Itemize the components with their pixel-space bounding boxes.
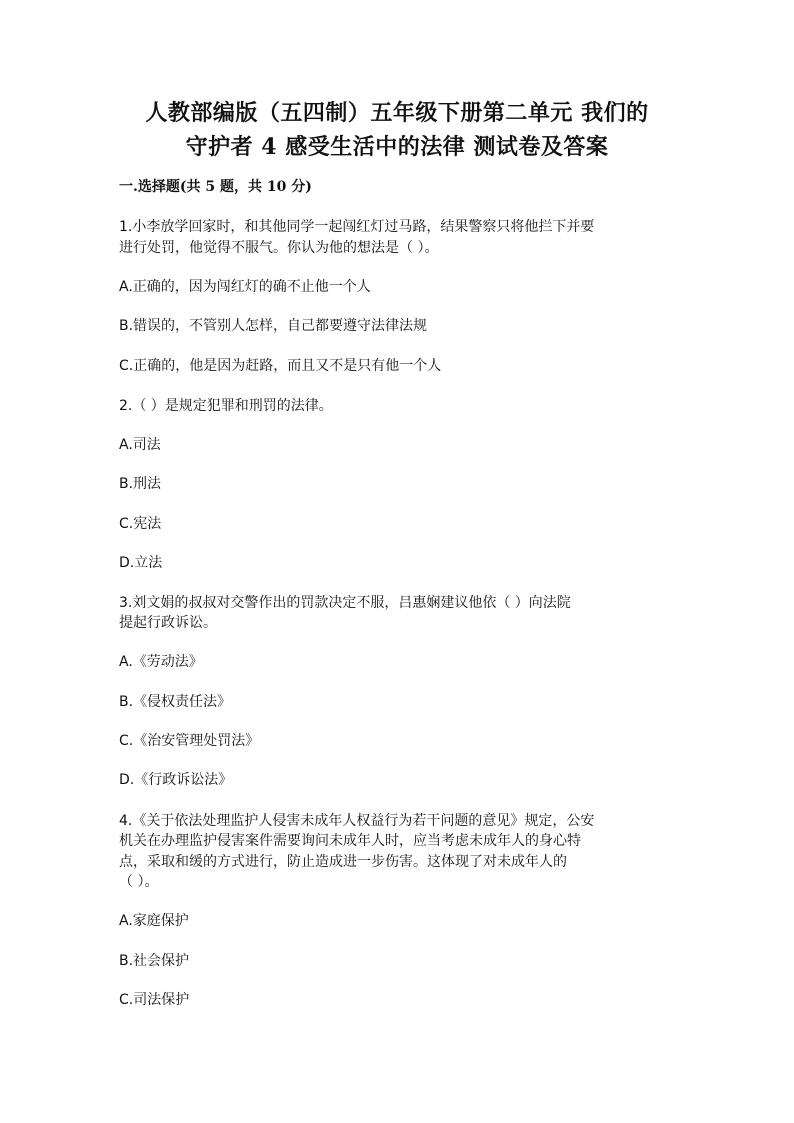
question-3-stem-line-1: 3.刘文娟的叔叔对交警作出的罚款决定不服，吕惠娴建议他依（ ）向法院: [119, 595, 571, 611]
question-1-stem-line-2: 进行处罚，他觉得不服气。你认为他的想法是（ ）。: [119, 240, 439, 256]
question-2-option-a: A.司法: [119, 437, 161, 453]
question-2-option-c: C.宪法: [119, 516, 162, 532]
question-4-stem-line-2: 机关在办理监护侵害案件需要询问未成年人时，应当考虑未成年人的身心特: [119, 833, 581, 849]
question-3-option-b: B.《侵权责任法》: [119, 694, 232, 710]
question-4-stem-line-3: 点，采取和缓的方式进行，防止造成进一步伤害。这体现了对未成年人的: [119, 854, 567, 870]
question-3-option-d: D.《行政诉讼法》: [119, 772, 233, 788]
question-4-stem-line-4: （ ）。: [119, 874, 159, 890]
question-4-option-b: B.社会保护: [119, 953, 190, 969]
question-3-stem-line-2: 提起行政诉讼。: [119, 615, 217, 631]
question-3-option-c: C.《治安管理处罚法》: [119, 733, 260, 749]
question-2-option-d: D.立法: [119, 555, 163, 571]
question-1-option-a: A.正确的，因为闯红灯的确不止他一个人: [119, 279, 371, 295]
question-4-option-c: C.司法保护: [119, 992, 190, 1008]
question-3-option-a: A.《劳动法》: [119, 654, 203, 670]
question-1-option-c: C.正确的，他是因为赶路，而且又不是只有他一个人: [119, 358, 442, 374]
question-1-option-b: B.错误的，不管别人怎样，自己都要遵守法律法规: [119, 318, 428, 334]
question-4-stem-line-1: 4.《关于依法处理监护人侵害未成年人权益行为若干问题的意见》规定，公安: [119, 813, 595, 829]
question-1-stem-line-1: 1.小李放学回家时，和其他同学一起闯红灯过马路，结果警察只将他拦下并要: [119, 219, 595, 235]
document-title-line-2: 守护者 4 感受生活中的法律 测试卷及答案: [185, 134, 609, 160]
question-2-option-b: B.刑法: [119, 476, 162, 492]
document-title-line-1: 人教部编版（五四制）五年级下册第二单元 我们的: [145, 100, 649, 126]
question-2-stem-line-1: 2.（ ）是规定犯罪和刑罚的法律。: [119, 398, 333, 414]
section-heading-multiple-choice: 一.选择题(共 5 题，共 10 分): [119, 179, 312, 195]
question-4-option-a: A.家庭保护: [119, 913, 189, 929]
